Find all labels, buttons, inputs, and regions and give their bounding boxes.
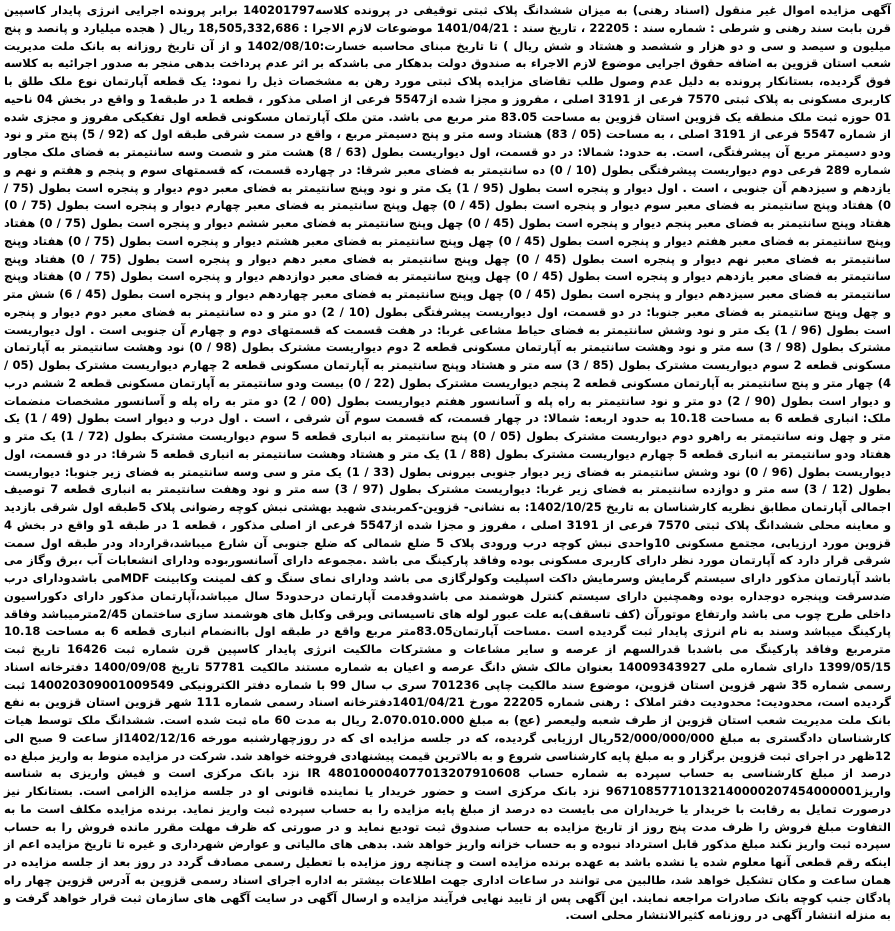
- auction-notice-text: آگهی مزایده اموال غیر منقول (اسناد رهنی) به میزان ششدانگ پلاک ثبتی توقیفی در پرونده کلاسه140201797 برابر پرونده اجرایی انرژی پایدار کاسپین قرن بابت سند رهنی و شرطی : شماره سند : 22205 ، تاریخ سند : 1401/04/21 موضوعات لازم الاجرا : 18,505,332,686 ریال ( هجده میلیارد و پانصد و پنج میلیون و سیصد و سی و دو هزار و ششصد و هشتاد و شش ریال ) تا تاریخ مبنای محاسبه خسارت:1402/08/10 و از آن تاریخ روزانه به بانک ملت مدیریت شعب استان قزوین به اضافه حقوق اجرایی موضوع لازم الاجراء به صندوق دولت بدهکار می باشدکه بر اثر عدم پرداخت بدهی منجر به صدور اجرائیه به کلاسه فوق گردیده، بستانکار پرونده به دلیل عدم وصول طلب تقاضای مزایده پلاک ثبتی مورد رهن به مشخصات ذیل را نمود: یک قطعه آپارتمان نوع ملک طلق با کاربری مسکونی به پلاک ثبتی 7570 فرعی از 3191 اصلی ، مفروز و مجزا شده از5547 فرعی از اصلی مذکور ، قطعه 1 در طبقه1 و واقع در بخش 04 ناحیه 01 حوزه ثبت ملک منطقه یک قزوین استان قزوین به مساحت 83.05 متر مربع می باشد. متن ملک آپارتمان مسکونی قطعه اول تفکیکی مفروز و مجزی شده از شماره 5547 فرعی از 3191 اصلی ، به مساحت (05 / 83) هشتاد وسه متر و پنج دسیمتر مربع ، واقع در سمت شرقی طبقه اول که (92 / 5) پنج متر و نود ودو دسیمتر مربع آن پیشرفتگی، است. به حدود: شمالا: در دو قسمت، اول دیواریست بطول (63 / 8) هشت متر و شصت وسه سانتیمتر به فضای ملک مجاور شماره 289 فرعی دوم دیواریست پیشرفتگی بطول (10 / 0) ده سانتیمتر به فضای معبر شرقا: در چهارده قسمت، که قسمتهای سوم و پنجم و هفتم و نهم و یازدهم و سیزدهم آن جنوبی ، است . اول دیوار و پنجره است بطول (95 / 1) یک متر و نود وپنج سانتیمتر به فضای معبر دوم دیوار و پنجره است بطول (75 / 0) هفتاد وپنج سانتیمتر به فضای معبر سوم دیوار و پنجره است بطول (45 / 0) چهل وپنج سانتیمتر به فضای معبر چهارم دیوار و پنجره است بطول (75 / 0) هفتاد وپنج سانتیمتر به فضای معبر پنجم دیوار و پنجره است بطول (45 / 0) چهل وپنج سانتیمتر به فضای معبر ششم دیوار و پنجره است بطول (75 / 0) هفتاد وپنج سانتیمتر به فضای معبر هفتم دیوار و پنجره است بطول (45 / 0) چهل وپنج سانتیمتر به فضای معبر هشتم دیوار و پنجره است بطول (75 / 0) هفتاد وپنج سانتیمتر به فضای معبر نهم دیوار و پنجره است بطول (45 / 0) چهل وپنج سانتیمتر به فضای معبر دهم دیوار و پنجره است بطول (75 / 0) هفتاد وپنج سانتیمتر به فضای معبر یازدهم دیوار و پنجره است بطول (45 / 0) چهل وپنج سانتیمتر به فضای معبر دوازدهم دیوار و پنجره است بطول (75 / 0) هفتاد وپنج سانتیمتر به فضای معبر سیزدهم دیوار و پنجره است بطول (45 / 0) چهل وپنج سانتیمتر به فضای معبر چهاردهم دیوار و پنجره است بطول (45 / 6) شش متر و چهل وپنج سانتیمتر به فضای معبر جنوبا: در دو قسمت، اول دیواریست پیشرفتگی بطول (10 / 2) دو متر و ده سانتیمتر به فضای معبر دوم دیوار و پنجره است بطول (96 / 1) یک متر و نود وشش سانتیمتر به فضای حیاط مشاعی غربا: در هفت قسمت که قسمتهای دوم و چهارم آن جنوبی است . اول دیواریست مشترک بطول (98 / 3) سه متر و نود وهشت سانتیمتر به آپارتمان مسکونی قطعه 2 دوم دیواریست مشترک بطول (98 / 0) نود وهشت سانتیمتر به آپارتمان مسکونی قطعه 2 سوم دیواریست مشترک بطول (85 / 3) سه متر و هشتاد وپنج سانتیمتر به آپارتمان مسکونی قطعه 2 چهارم دیواریست مشترک بطول (05 / 4) چهار متر و پنج سانتیمتر به آپارتمان مسکونی قطعه 2 پنجم دیواریست مشترک بطول (22 / 0) بیست ودو سانتیمتر به آپارتمان مسکونی قطعه 2 ششم درب و دیوار است بطول (90 / 2) دو متر و نود سانتیمتر به راه پله و آسانسور هفتم دیواریست بطول (00 / 2) دو متر به راه پله و آسانسور مشخصات منضمات ملک: انباری قطعه 6 به مساحت 10.18 به حدود اربعه: شمالا: در چهار قسمت، که قسمت سوم آن شرقی ، است . اول درب و دیوار است بطول (49 / 1) یک متر و چهل ونه سانتیمتر به راهرو دوم دیواریست مشترک بطول (05 / 0) پنج سانتیمتر به انباری قطعه 5 سوم دیواریست مشترک بطول (72 / 1) یک متر و هفتاد ودو سانتیمتر به انباری قطعه 5 چهارم دیواریست مشترک بطول (88 / 1) یک متر و هشتاد وهشت سانتیمتر به انباری قطعه 5 شرقا: در دو قسمت، اول دیواریست بطول (96 / 0) نود وشش سانتیمتر به فضای زیر دیوار جنوبی بیرونی بطول (33 / 1) یک متر و سی وسه سانتیمتر به فضای زیر جنوبا: دیواریست بطول (12 / 3) سه متر و دوازده سانتیمتر به فضای زیر غربا: دیواریست مشترک بطول (97 / 3) سه متر و نود وهفت سانتیمتر به انباری قطعه 7 توصیف اجمالی آپارتمان مطابق نظریه کارشناسان به تاریخ 1402/10/25: به نشانی- قزوین-کمربندی شهید بهشتی نبش کوچه رضوانی پلاک 5طبقه اول شرقی بازدید و معاینه محلی ششدانگ پلاک ثبتی 7570 فرعی از 3191 اصلی ، مفروز و مجزا شده از5547 فرعی از اصلی مذکور ، قطعه 1 در طبقه 1و واقع در بخش 4 قزوین مورد ارزیابی، مجتمع مسکونی 10واحدی نبش کوچه درب ورودی پلاک 5 ضلع شمالی که ضلع جنوبی آن شارع میباشد،قرارداد ودر طبقه اول سمت شرقی قرار دارد که آپارتمان مورد نظر دارای کاربری مسکونی بوده وفاقد پارکینگ می باشد .مجموعه دارای آسانسوربوده ودارای انشعابات آب ،برق وگاز می باشد آپارتمان مذکور دارای سیستم گرمایش وسرمایش داکت اسپلیت وکولرگازی می باشد ودارای نمای سنگ و کف لمینت وکابینت MDFمی باشدودارای درب ضدسرقت وپنجره دوجداره بوده وهمچنین دارای سیستم کنترل هوشمند می باشدوقدمت آپارتمان درحدود5 سال میباشد،آپارتمان مذکور دارای دکوراسیون داخلی طرح چوب می باشد وارتفاع موتورآن (کف تاسقف)به علت عبور لوله های تاسیساتی وبرقی وکابل های هوشمند سازی ساختمان 2/45مترمیباشد وفاقد پارکینگ میباشد وسند به نام انرژی پایدار ثبت گردیده است .مساحت آپارتمان83.05متر مربع واقع در طبقه اول باانضمام انباری قطعه 6 به مساحت 10.18 مترمربع وفاقد پارکینگ می باشدبا قدرالسهم از عرصه و سایر مشاعات و مشترکات مالکیت انرژی پایدار کاسپین قرن شماره ثبت 16426 تاریخ ثبت 1399/05/15 دارای شماره ملی 14009343927 بعنوان مالک شش دانگ عرصه و اعیان به شماره مستند مالکیت 57781 تاریخ 1400/09/08 دفترخانه اسناد رسمی شماره 35 شهر قزوین استان قزوین، موضوع سند مالکیت چاپی 701236 سری ب سال 99 با شماره دفتر الکترونیکی 140020309001009549 ثبت گردیده است، محدودیت: محدودیت دفتر املاک : رهنی شماره 22205 مورخ 1401/04/21دفترخانه اسناد رسمی شماره 111 شهر قزوین استان قزوین به نفع بانک ملت مدیریت شعب استان قزوین از طرف شعبه ولیعصر (عج) به مبلغ 2.070.010.000 ریال به مدت 60 ماه ثبت شده است. ششدانگ ملک توسط هیات کارشناسان دادگستری به مبلغ 52/000/000/000ریال ارزیابی گردیده، که در جلسه مزایده ای که در روزچهارشنبه مورخه 1402/12/16از ساعت 9 صبح الی 12ظهر در اجرای ثبت قزوین برگزار و به مبلغ پایه کارشناسی شروع و به بالاترین قیمت پیشنهادی فروخته خواهد شد. شرکت در مزایده منوط به واریز مبلغ ده درصد از مبلغ کارشناسی به حساب سپرده به شماره حساب IR 480100004077013207910608 نزد بانک مرکزی است و فیش واریزی به شناسه واریز96710857710132140000207454000001 نزد بانک مرکزی است و حضور خریدار یا نماینده قانونی او در جلسه مزایده الزامی است. بستانکار نیز درصورت تمایل به رقابت با خریدار یا خریداران می بایست ده درصد از مبلغ پایه مزایده را به حساب سپرده ثبت واریز نماید. برنده مزایده مکلف است ما به التفاوت مبلغ فروش را ظرف مدت پنج روز از تاریخ مزایده به حساب صندوق ثبت تودیع نماید و در صورتی که ظرف مهلت مقرر مانده فروش را به حساب سپرده ثبت واریز نکند مبلغ مذکور قابل استرداد نبوده و به حساب خزانه واریز خواهد شد. بدهی های مالیاتی و عوارض شهرداری و غیره تا تاریخ مزایده اعم از اینکه رقم قطعی آنها معلوم شده یا نشده باشد به عهده برنده مزایده است و چنانچه روز مزایده با تعطیل رسمی مصادف گردد در روز بعد از جلسه مزایده در همان ساعت و مکان تشکیل خواهد شد، طالبین می توانند در ساعات اداری جهت اطلاعات بیشتر به اداره اجرای اسناد رسمی قزوین به آدرس قزوین چهار راه پادگان جنب کوچه بانک صادرات مراجعه نمایند. این آگهی پس از تایید نهایی فرآیند مزایده و ارسال آگهی در سایت آگهی های سازمان ثبت قرار خواهد گرفت و به منزله انتشار آگهی در روزنامه کثیرالانتشار محلی است.: [4, 3, 892, 923]
